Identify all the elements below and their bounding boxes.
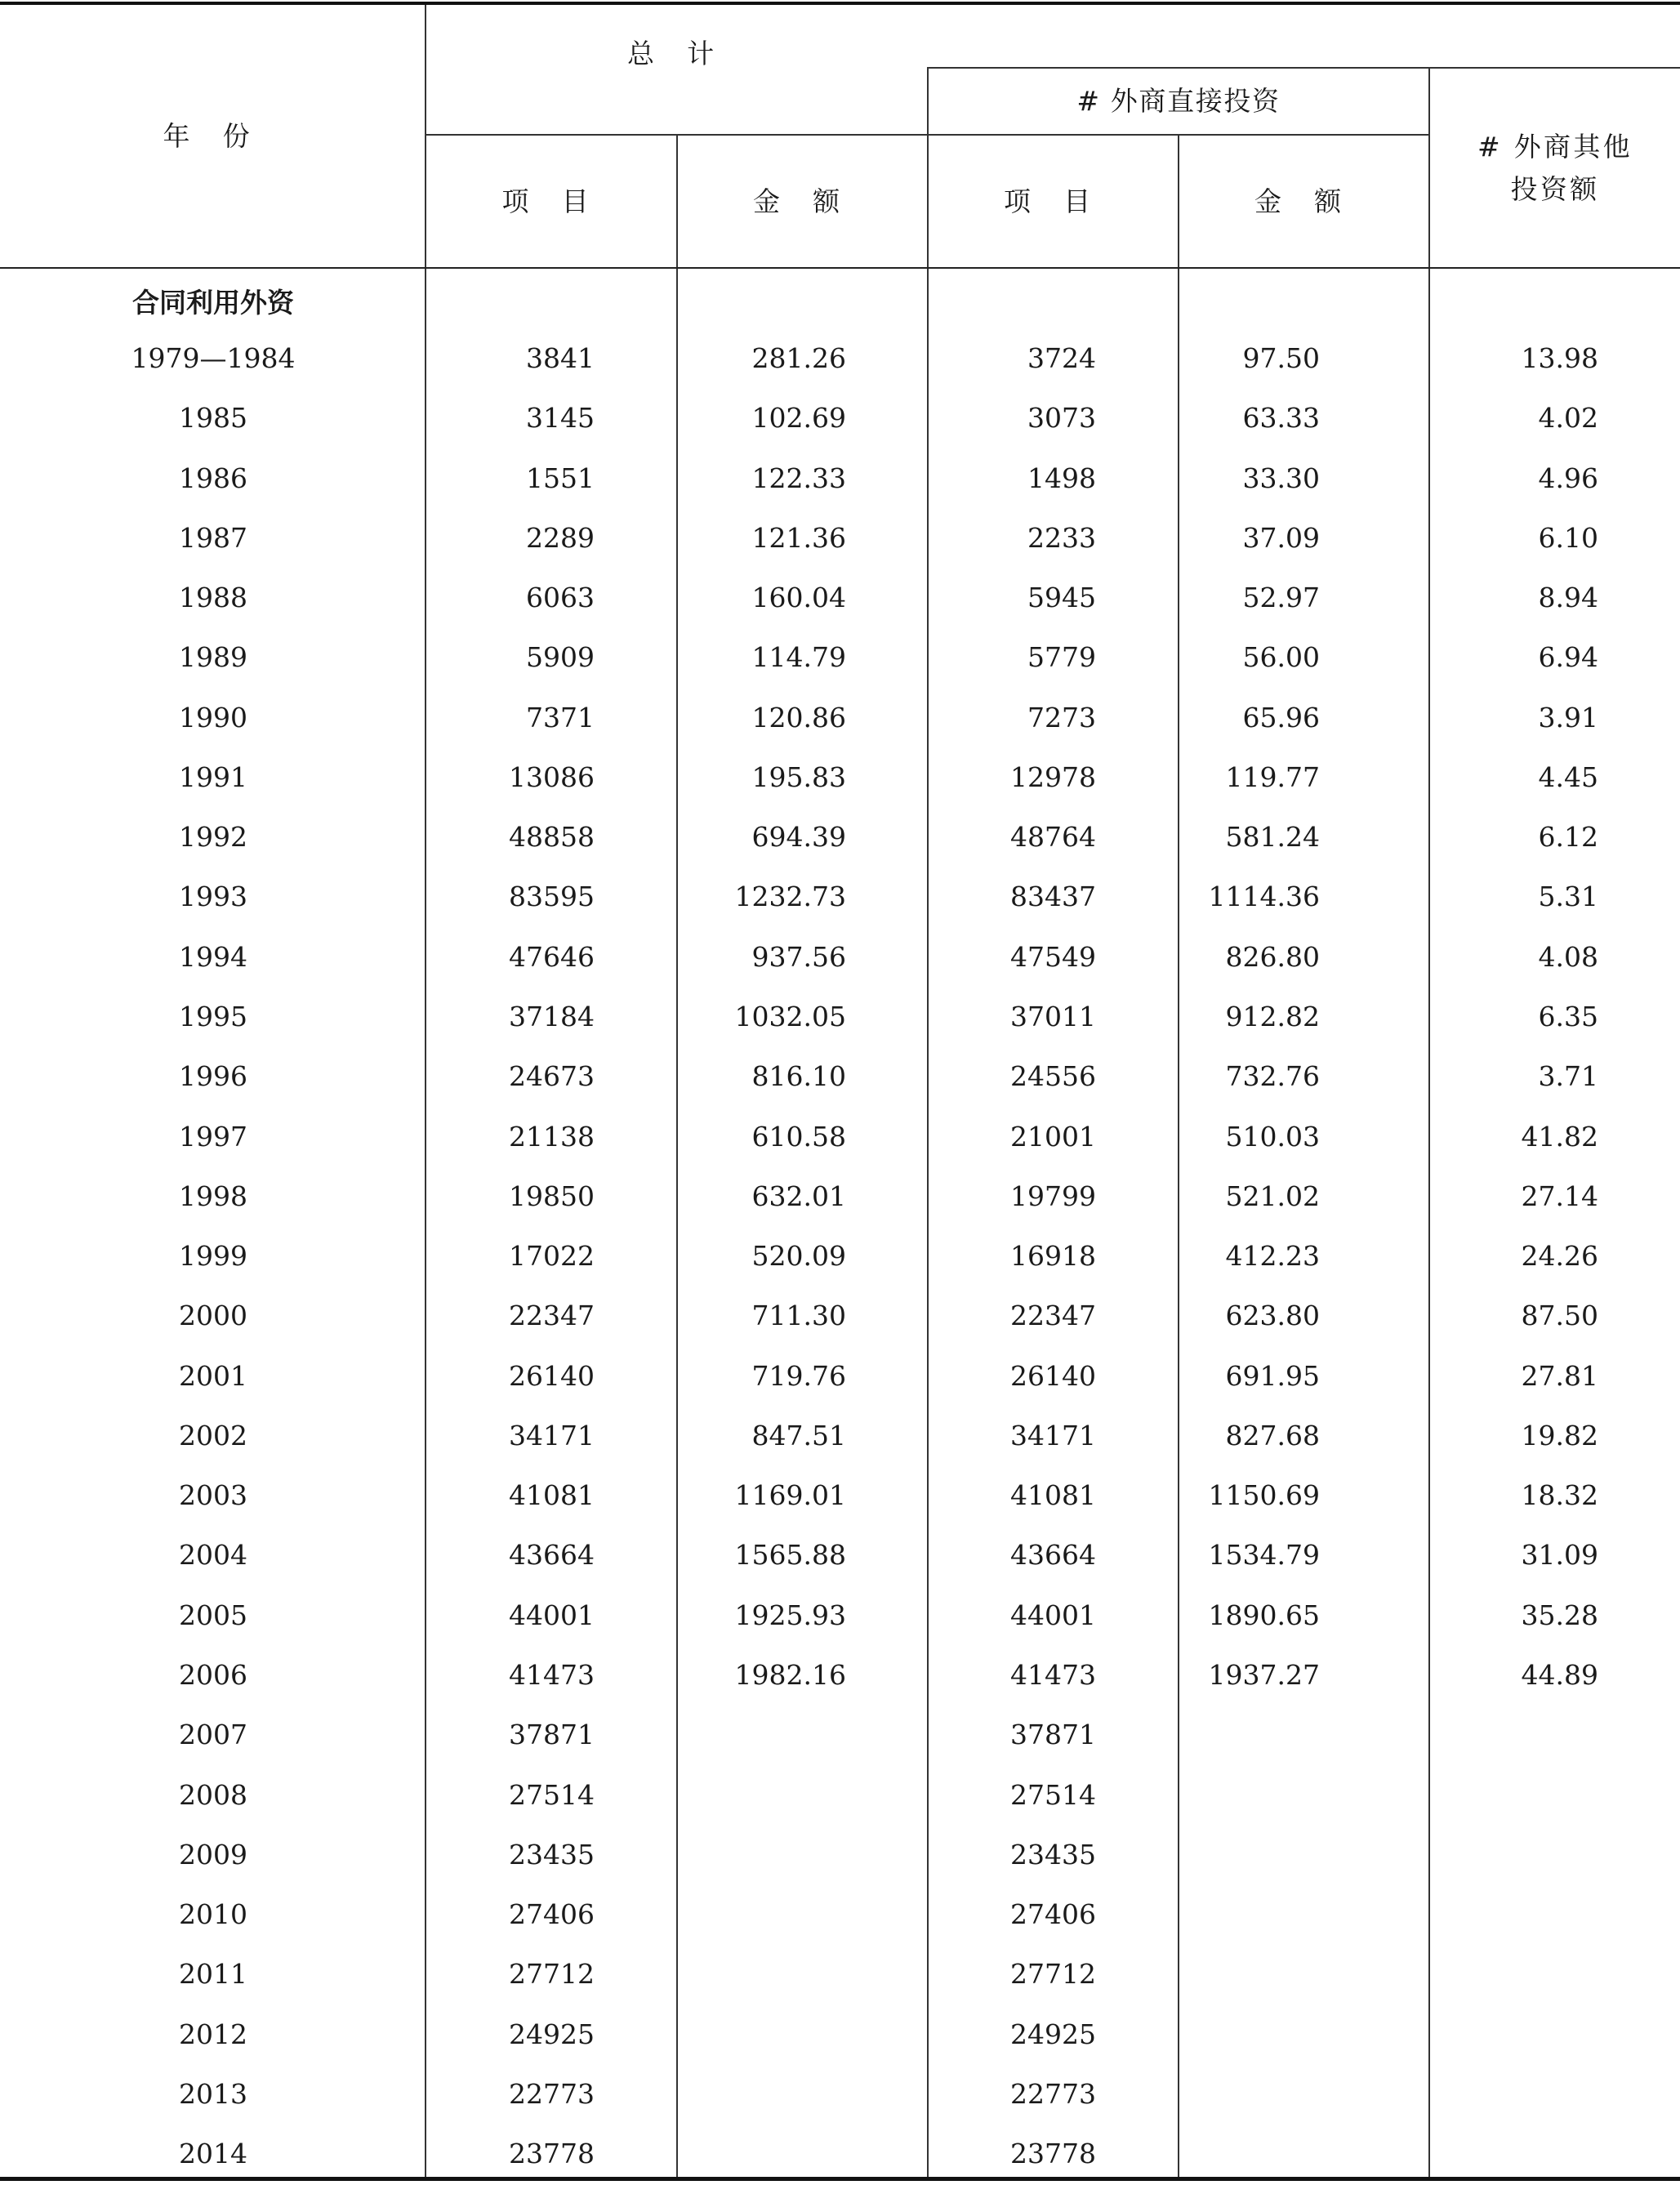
other-investment-cell: 8.94 bbox=[1538, 582, 1598, 614]
table-row bbox=[0, 1765, 1680, 1825]
other-investment-cell: 27.81 bbox=[1521, 1359, 1598, 1392]
total-amount-cell bbox=[677, 1884, 846, 1944]
total-amount-cell: 102.69 bbox=[751, 402, 846, 435]
total-projects-cell: 41473 bbox=[509, 1658, 595, 1691]
total-projects-cell: 43664 bbox=[509, 1539, 595, 1572]
header-fdi: # 外商直接投资 bbox=[1076, 85, 1281, 118]
other-investment-cell: 4.02 bbox=[1538, 402, 1598, 435]
fdi-projects-cell: 21001 bbox=[1010, 1120, 1096, 1153]
table-bottom-rule bbox=[0, 2177, 1680, 2181]
total-amount-cell: 1925.93 bbox=[734, 1599, 846, 1631]
other-investment-cell: 13.98 bbox=[1521, 342, 1598, 374]
total-amount-cell: 816.10 bbox=[751, 1060, 846, 1093]
total-projects-cell: 47646 bbox=[509, 940, 595, 973]
table-row bbox=[0, 2124, 1680, 2183]
other-investment-cell bbox=[1429, 2004, 1598, 2064]
year-cell: 1995 bbox=[179, 1001, 247, 1032]
total-projects-cell: 22347 bbox=[509, 1300, 595, 1332]
year-cell: 2010 bbox=[179, 1898, 247, 1930]
fdi-projects-cell: 12978 bbox=[1010, 760, 1096, 793]
table-row bbox=[0, 1226, 1680, 1286]
total-projects-cell: 1551 bbox=[526, 462, 595, 494]
fdi-amount-cell bbox=[1179, 1825, 1320, 1884]
total-projects-cell: 17022 bbox=[509, 1240, 595, 1272]
total-projects-cell: 13086 bbox=[509, 760, 595, 793]
fdi-amount-cell: 1114.36 bbox=[1208, 881, 1320, 913]
other-investment-cell bbox=[1429, 1944, 1598, 2004]
total-projects-cell: 19850 bbox=[509, 1179, 595, 1212]
fdi-projects-cell: 2233 bbox=[1027, 521, 1096, 554]
table-row bbox=[0, 807, 1680, 867]
year-cell: 2005 bbox=[179, 1599, 247, 1631]
other-investment-cell: 4.45 bbox=[1538, 760, 1598, 793]
header-fdi-projects: 项 目 bbox=[1003, 185, 1103, 217]
fdi-projects-cell: 27406 bbox=[1010, 1898, 1096, 1930]
fdi-amount-cell bbox=[1179, 2064, 1320, 2124]
table-row bbox=[0, 1107, 1680, 1166]
total-projects-cell: 24925 bbox=[509, 2018, 595, 2050]
year-cell: 2003 bbox=[179, 1479, 247, 1512]
other-investment-cell bbox=[1429, 1765, 1598, 1825]
year-cell: 1985 bbox=[179, 402, 247, 435]
fdi-amount-cell: 732.76 bbox=[1225, 1060, 1320, 1093]
table-row bbox=[0, 1705, 1680, 1764]
year-cell: 2007 bbox=[179, 1719, 247, 1751]
fdi-amount-cell bbox=[1179, 1944, 1320, 2004]
fdi-projects-cell: 41473 bbox=[1010, 1658, 1096, 1691]
fdi-projects-cell: 48764 bbox=[1010, 821, 1096, 854]
fdi-projects-cell: 47549 bbox=[1010, 940, 1096, 973]
fdi-amount-cell: 63.33 bbox=[1242, 402, 1320, 435]
total-projects-cell: 7371 bbox=[526, 701, 595, 734]
fdi-projects-cell: 27712 bbox=[1010, 1958, 1096, 1991]
other-investment-cell: 6.12 bbox=[1538, 821, 1598, 854]
year-cell: 2009 bbox=[179, 1838, 247, 1871]
year-cell: 1998 bbox=[179, 1179, 247, 1212]
header-bottom-rule bbox=[0, 267, 1680, 269]
total-amount-cell: 1565.88 bbox=[734, 1539, 846, 1572]
table-row bbox=[0, 927, 1680, 987]
other-investment-cell bbox=[1429, 2124, 1598, 2183]
table-row bbox=[0, 1286, 1680, 1345]
other-investment-cell: 19.82 bbox=[1521, 1419, 1598, 1451]
year-cell: 2013 bbox=[179, 2077, 247, 2110]
fdi-amount-cell bbox=[1179, 2004, 1320, 2064]
fdi-amount-cell: 56.00 bbox=[1242, 641, 1320, 674]
table-row bbox=[0, 1645, 1680, 1705]
table-row bbox=[0, 1884, 1680, 1944]
total-amount-cell bbox=[677, 2004, 846, 2064]
fdi-amount-cell: 581.24 bbox=[1225, 821, 1320, 854]
other-investment-cell: 6.10 bbox=[1538, 521, 1598, 554]
total-projects-cell: 23778 bbox=[509, 2138, 595, 2170]
total-projects-cell: 23435 bbox=[509, 1838, 595, 1871]
table-row bbox=[0, 328, 1680, 388]
table-row bbox=[0, 1346, 1680, 1406]
total-projects-cell: 37184 bbox=[509, 1001, 595, 1032]
year-cell: 2004 bbox=[179, 1539, 247, 1572]
total-amount-cell: 1982.16 bbox=[734, 1658, 846, 1691]
total-amount-cell: 120.86 bbox=[751, 701, 846, 734]
header-year: 年 份 bbox=[163, 119, 262, 152]
total-amount-cell: 520.09 bbox=[751, 1240, 846, 1272]
total-projects-cell: 48858 bbox=[509, 821, 595, 854]
total-projects-cell: 34171 bbox=[509, 1419, 595, 1451]
table-row bbox=[0, 568, 1680, 627]
fdi-amount-cell: 1937.27 bbox=[1208, 1658, 1320, 1691]
fdi-projects-cell: 43664 bbox=[1010, 1539, 1096, 1572]
total-projects-cell: 83595 bbox=[509, 881, 595, 913]
other-investment-cell: 4.96 bbox=[1538, 462, 1598, 494]
table-row bbox=[0, 1944, 1680, 2004]
header-total-amount: 金 额 bbox=[752, 185, 853, 217]
fdi-amount-cell: 119.77 bbox=[1225, 760, 1320, 793]
year-cell: 1988 bbox=[179, 582, 247, 614]
table-row bbox=[0, 1046, 1680, 1106]
total-projects-cell: 5909 bbox=[526, 641, 595, 674]
total-projects-cell: 27514 bbox=[509, 1778, 595, 1811]
total-projects-cell: 27406 bbox=[509, 1898, 595, 1930]
table-row bbox=[0, 1825, 1680, 1884]
fdi-amount-cell: 912.82 bbox=[1225, 1001, 1320, 1032]
total-amount-cell: 114.79 bbox=[751, 641, 846, 674]
total-amount-cell: 847.51 bbox=[751, 1419, 846, 1451]
fdi-projects-cell: 44001 bbox=[1010, 1599, 1096, 1631]
total-amount-cell bbox=[677, 2064, 846, 2124]
other-investment-cell bbox=[1429, 1825, 1598, 1884]
other-investment-cell: 5.31 bbox=[1538, 881, 1598, 913]
total-amount-cell: 610.58 bbox=[751, 1120, 846, 1153]
total-amount-cell: 632.01 bbox=[751, 1179, 846, 1212]
table-row bbox=[0, 688, 1680, 747]
total-amount-cell: 1032.05 bbox=[734, 1001, 846, 1032]
total-projects-cell: 3841 bbox=[526, 342, 595, 374]
fdi-projects-cell: 23778 bbox=[1010, 2138, 1096, 2170]
total-projects-cell: 22773 bbox=[509, 2077, 595, 2110]
total-amount-cell: 281.26 bbox=[751, 342, 846, 374]
other-investment-cell: 41.82 bbox=[1521, 1120, 1598, 1153]
table-row bbox=[0, 2004, 1680, 2064]
total-amount-cell: 1232.73 bbox=[734, 881, 846, 913]
fdi-projects-cell: 37871 bbox=[1010, 1719, 1096, 1751]
fdi-amount-cell: 1534.79 bbox=[1208, 1539, 1320, 1572]
other-investment-cell: 3.91 bbox=[1538, 701, 1598, 734]
fdi-projects-cell: 24556 bbox=[1010, 1060, 1096, 1093]
fdi-amount-cell: 37.09 bbox=[1242, 521, 1320, 554]
fdi-projects-cell: 83437 bbox=[1010, 881, 1096, 913]
fdi-projects-cell: 5779 bbox=[1027, 641, 1096, 674]
fdi-projects-cell: 34171 bbox=[1010, 1419, 1096, 1451]
table-row bbox=[0, 1465, 1680, 1525]
total-amount-cell: 719.76 bbox=[751, 1359, 846, 1392]
other-investment-cell: 6.94 bbox=[1538, 641, 1598, 674]
table-row bbox=[0, 1406, 1680, 1465]
table-row bbox=[0, 627, 1680, 687]
other-investment-cell: 27.14 bbox=[1521, 1179, 1598, 1212]
header-total-projects: 项 目 bbox=[501, 185, 601, 217]
fdi-amount-cell bbox=[1179, 1705, 1320, 1764]
year-cell: 1979—1984 bbox=[131, 342, 296, 374]
total-amount-cell bbox=[677, 1705, 846, 1764]
total-amount-cell bbox=[677, 2124, 846, 2183]
table-row bbox=[0, 2064, 1680, 2124]
other-investment-cell: 44.89 bbox=[1521, 1658, 1598, 1691]
total-amount-cell: 195.83 bbox=[751, 760, 846, 793]
fdi-projects-cell: 19799 bbox=[1010, 1179, 1096, 1212]
total-amount-cell: 121.36 bbox=[751, 521, 846, 554]
year-cell: 1994 bbox=[179, 940, 247, 973]
fdi-amount-cell: 1150.69 bbox=[1208, 1479, 1320, 1512]
total-amount-cell: 711.30 bbox=[751, 1300, 846, 1332]
table-row bbox=[0, 1585, 1680, 1645]
other-investment-cell: 31.09 bbox=[1521, 1539, 1598, 1572]
fdi-projects-cell: 26140 bbox=[1010, 1359, 1096, 1392]
total-projects-cell: 27712 bbox=[509, 1958, 595, 1991]
fdi-projects-cell: 1498 bbox=[1027, 462, 1096, 494]
total-projects-cell: 41081 bbox=[509, 1479, 595, 1512]
year-cell: 1986 bbox=[179, 462, 247, 494]
fdi-amount-cell bbox=[1179, 1884, 1320, 1944]
fdi-projects-cell: 22347 bbox=[1010, 1300, 1096, 1332]
total-projects-cell: 37871 bbox=[509, 1719, 595, 1751]
fdi-projects-cell: 16918 bbox=[1010, 1240, 1096, 1272]
fdi-projects-cell: 23435 bbox=[1010, 1838, 1096, 1871]
fdi-projects-cell: 7273 bbox=[1027, 701, 1096, 734]
other-investment-cell bbox=[1429, 1884, 1598, 1944]
fdi-projects-cell: 3073 bbox=[1027, 402, 1096, 435]
total-projects-cell: 3145 bbox=[526, 402, 595, 435]
header-fdi-amount: 金 额 bbox=[1254, 185, 1354, 217]
total-amount-cell bbox=[677, 1765, 846, 1825]
other-investment-cell: 87.50 bbox=[1521, 1300, 1598, 1332]
fdi-amount-cell: 65.96 bbox=[1242, 701, 1320, 734]
table-row bbox=[0, 1525, 1680, 1585]
other-investment-cell bbox=[1429, 2064, 1598, 2124]
fdi-amount-cell: 827.68 bbox=[1225, 1419, 1320, 1451]
total-amount-cell: 694.39 bbox=[751, 821, 846, 854]
fdi-amount-cell: 510.03 bbox=[1225, 1120, 1320, 1153]
year-cell: 1996 bbox=[179, 1060, 247, 1093]
section-label: 合同利用外资 bbox=[132, 286, 294, 319]
fdi-amount-cell: 33.30 bbox=[1242, 462, 1320, 494]
fdi-amount-cell: 521.02 bbox=[1225, 1179, 1320, 1212]
total-projects-cell: 26140 bbox=[509, 1359, 595, 1392]
fdi-amount-cell: 1890.65 bbox=[1208, 1599, 1320, 1631]
year-cell: 1992 bbox=[179, 821, 247, 854]
total-amount-cell: 160.04 bbox=[751, 582, 846, 614]
year-cell: 2012 bbox=[179, 2018, 247, 2050]
fdi-amount-cell: 826.80 bbox=[1225, 940, 1320, 973]
total-projects-cell: 44001 bbox=[509, 1599, 595, 1631]
fdi-projects-cell: 37011 bbox=[1010, 1001, 1096, 1032]
fdi-amount-cell: 691.95 bbox=[1225, 1359, 1320, 1392]
other-investment-cell bbox=[1429, 1705, 1598, 1764]
year-cell: 2008 bbox=[179, 1778, 247, 1811]
header-other-investment: # 外商其他 投资额 bbox=[1477, 131, 1633, 205]
year-cell: 1997 bbox=[179, 1120, 247, 1153]
fdi-amount-cell bbox=[1179, 1765, 1320, 1825]
table-row bbox=[0, 1166, 1680, 1226]
total-amount-cell: 937.56 bbox=[751, 940, 846, 973]
year-cell: 1991 bbox=[179, 760, 247, 793]
fdi-projects-cell: 22773 bbox=[1010, 2077, 1096, 2110]
total-amount-cell: 1169.01 bbox=[734, 1479, 846, 1512]
table-row bbox=[0, 448, 1680, 508]
table-row bbox=[0, 508, 1680, 568]
table-row bbox=[0, 987, 1680, 1046]
year-cell: 1989 bbox=[179, 641, 247, 674]
table-row bbox=[0, 867, 1680, 926]
year-cell: 2002 bbox=[179, 1419, 247, 1451]
year-cell: 2014 bbox=[179, 2138, 247, 2170]
other-investment-cell: 6.35 bbox=[1538, 1001, 1598, 1032]
year-cell: 1987 bbox=[179, 521, 247, 554]
total-amount-cell bbox=[677, 1825, 846, 1884]
year-cell: 2006 bbox=[179, 1658, 247, 1691]
other-investment-cell: 35.28 bbox=[1521, 1599, 1598, 1631]
total-amount-cell bbox=[677, 1944, 846, 2004]
other-investment-cell: 4.08 bbox=[1538, 940, 1598, 973]
total-projects-cell: 24673 bbox=[509, 1060, 595, 1093]
fdi-projects-cell: 41081 bbox=[1010, 1479, 1096, 1512]
other-investment-cell: 24.26 bbox=[1521, 1240, 1598, 1272]
total-projects-cell: 2289 bbox=[526, 521, 595, 554]
fdi-amount-cell: 97.50 bbox=[1242, 342, 1320, 374]
total-amount-cell: 122.33 bbox=[751, 462, 846, 494]
year-cell: 2000 bbox=[179, 1300, 247, 1332]
fdi-amount-cell: 623.80 bbox=[1225, 1300, 1320, 1332]
other-investment-cell: 3.71 bbox=[1538, 1060, 1598, 1093]
fdi-projects-cell: 3724 bbox=[1027, 342, 1096, 374]
year-cell: 1990 bbox=[179, 701, 247, 734]
fdi-amount-cell: 52.97 bbox=[1242, 582, 1320, 614]
table-row bbox=[0, 747, 1680, 807]
total-projects-cell: 6063 bbox=[526, 582, 595, 614]
fdi-projects-cell: 27514 bbox=[1010, 1778, 1096, 1811]
other-investment-cell: 18.32 bbox=[1521, 1479, 1598, 1512]
year-cell: 1999 bbox=[179, 1240, 247, 1272]
fdi-projects-cell: 24925 bbox=[1010, 2018, 1096, 2050]
table-row bbox=[0, 388, 1680, 448]
year-cell: 2011 bbox=[179, 1958, 247, 1991]
year-cell: 2001 bbox=[179, 1359, 247, 1392]
total-projects-cell: 21138 bbox=[509, 1120, 595, 1153]
year-cell: 1993 bbox=[179, 881, 247, 913]
fdi-amount-cell: 412.23 bbox=[1225, 1240, 1320, 1272]
fdi-projects-cell: 5945 bbox=[1027, 582, 1096, 614]
fdi-amount-cell bbox=[1179, 2124, 1320, 2183]
header-total: 总 计 bbox=[626, 38, 727, 69]
